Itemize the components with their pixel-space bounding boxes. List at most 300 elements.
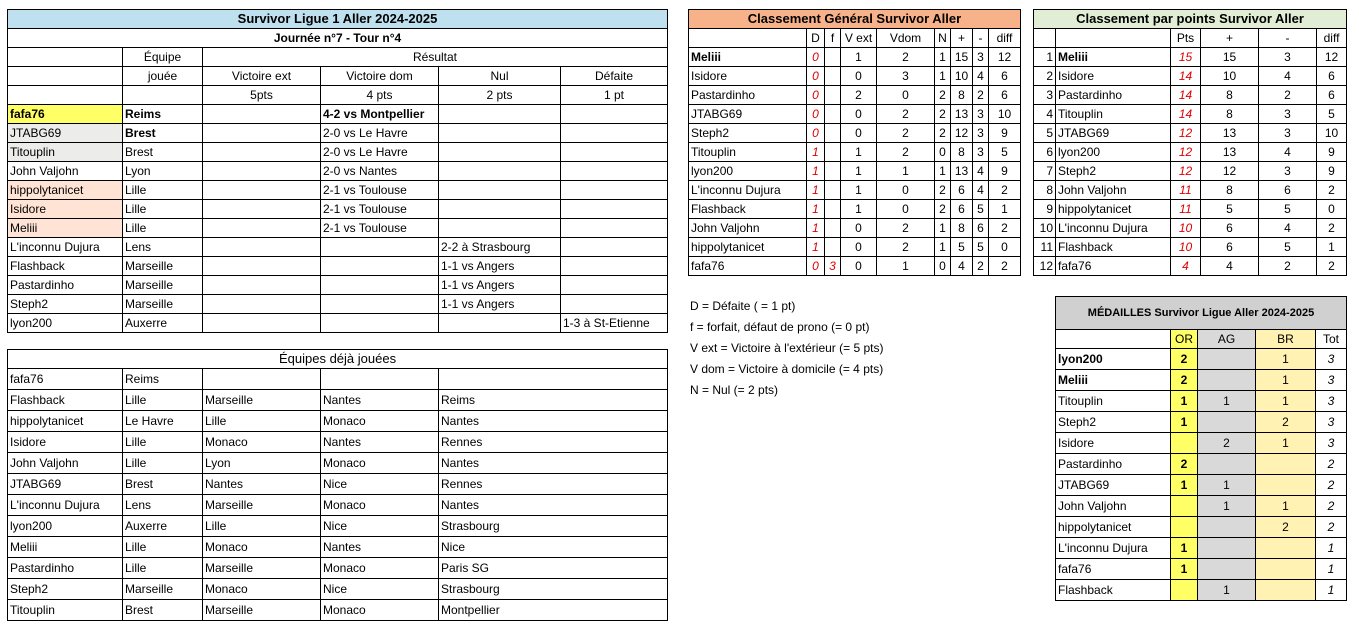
player-name: fafa76 [1056,257,1171,276]
medal-count [1198,517,1256,538]
table-row [689,200,1021,219]
stat-cell: 4 [1259,67,1317,86]
table-row [1056,496,1347,517]
medal-count [1256,580,1316,601]
team-played: Marseille [123,276,203,295]
stat-cell: 2 [877,105,935,124]
player-name: Isidore [1056,433,1171,454]
points-nul: 2 pts [439,86,561,105]
player-name: Pastardinho [1056,454,1171,475]
stat-cell: 2 [935,200,951,219]
table-row [689,181,1021,200]
rank: 3 [1034,86,1056,105]
player-name: hippolytanicet [8,181,123,200]
stat-cell: 0 [989,238,1021,257]
medal-count: 2 [1316,496,1347,517]
rank: 4 [1034,105,1056,124]
player-name: JTABG69 [1056,124,1171,143]
player-name: Flashback [8,390,123,411]
stat-cell [825,200,841,219]
stat-cell: 0 [841,105,877,124]
general-header: f [825,29,841,48]
points-title: Classement par points Survivor Aller [1034,10,1347,29]
stat-cell: 8 [951,86,973,105]
team-played: Nice [321,474,439,495]
rank: 11 [1034,238,1056,257]
player-name: Meliii [689,48,807,67]
table-row [1034,200,1347,219]
result-def [561,257,668,276]
team-played: Auxerre [123,314,203,333]
stat-cell: 5 [973,238,989,257]
stat-cell: 2 [935,86,951,105]
team-played: Nice [321,579,439,600]
stat-cell: 0 [841,238,877,257]
result-dom: 2-1 vs Toulouse [321,181,439,200]
stat-cell: 11 [1171,200,1201,219]
stat-cell: 0 [807,67,825,86]
player-name: Steph2 [8,579,123,600]
table-row [1056,559,1347,580]
medal-count: 2 [1171,370,1198,391]
player-name: Meliii [1056,48,1171,67]
result-nul [439,124,561,143]
player-name: fafa76 [1056,559,1171,580]
stat-cell: 2 [1259,86,1317,105]
team-played: Paris SG [439,558,668,579]
rank: 5 [1034,124,1056,143]
stat-cell: 2 [935,105,951,124]
team-played: Lille [123,390,203,411]
table-row [8,276,668,295]
medal-count [1256,559,1316,580]
player-name: lyon200 [8,314,123,333]
medal-count: 2 [1171,349,1198,370]
medal-count [1198,538,1256,559]
journee-label: Journée n°7 - Tour n°4 [8,29,668,48]
header-resultat: Résultat [203,48,668,67]
player-name: fafa76 [689,257,807,276]
table-row [8,257,668,276]
legend [690,296,884,401]
medal-count: 1 [1171,412,1198,433]
stat-cell: 0 [841,67,877,86]
stat-cell: 12 [1171,143,1201,162]
team-played: Brest [123,143,203,162]
table-row [1056,538,1347,559]
team-played: Reims [439,390,668,411]
rank: 1 [1034,48,1056,67]
medal-count: 1 [1171,538,1198,559]
result-def [561,200,668,219]
result-ext [203,257,321,276]
team-played [321,369,439,390]
player-name: Isidore [689,67,807,86]
table-row [1034,162,1347,181]
stat-cell: 1 [989,200,1021,219]
team-played: Monaco [203,579,321,600]
header-equipe: Équipe [123,48,203,67]
table-row [689,86,1021,105]
team-played: Lille [123,558,203,579]
player-name: Meliii [1056,370,1171,391]
team-played: Nantes [203,474,321,495]
stat-cell: 1 [935,238,951,257]
table-row [1034,105,1347,124]
result-def [561,143,668,162]
stat-cell: 4 [1171,257,1201,276]
player-name: Flashback [8,257,123,276]
player-name: Steph2 [689,124,807,143]
stat-cell: 4 [1259,143,1317,162]
table-row [689,105,1021,124]
stat-cell: 0 [807,105,825,124]
team-played: Monaco [203,537,321,558]
medal-count: 3 [1316,433,1347,454]
stat-cell: 2 [1317,181,1347,200]
medals-title: MÉDAILLES Survivor Ligue Aller 2024-2025 [1056,297,1347,330]
result-nul [439,181,561,200]
team-played: Monaco [321,600,439,621]
stat-cell: 12 [1171,162,1201,181]
stat-cell: 1 [935,219,951,238]
table-row [1034,143,1347,162]
stat-cell: 5 [1317,105,1347,124]
medal-count: 1 [1256,391,1316,412]
table-row [1056,349,1347,370]
team-played: Marseille [123,295,203,314]
stat-cell: 3 [1259,124,1317,143]
team-played: Marseille [203,495,321,516]
result-nul [439,143,561,162]
player-name: hippolytanicet [1056,200,1171,219]
stat-cell: 6 [989,67,1021,86]
table-row [1034,86,1347,105]
stat-cell: 3 [1259,48,1317,67]
result-nul [439,219,561,238]
player-name: JTABG69 [8,124,123,143]
classement-points-table [1033,9,1347,276]
stat-cell [825,105,841,124]
team-played: Lens [123,238,203,257]
team-played: Marseille [123,257,203,276]
result-dom: 2-1 vs Toulouse [321,219,439,238]
stat-cell: 8 [951,143,973,162]
medal-count [1171,496,1198,517]
classement-general-table [688,9,1021,276]
table-row [8,105,668,124]
stat-cell: 2 [1259,257,1317,276]
stat-cell: 1 [1317,238,1347,257]
result-def [561,181,668,200]
stat-cell: 1 [841,48,877,67]
stat-cell: 4 [1201,257,1259,276]
team-played: Lille [203,516,321,537]
team-played: Nantes [321,390,439,411]
result-ext [203,314,321,333]
table-row [8,181,668,200]
rank: 10 [1034,219,1056,238]
result-def [561,276,668,295]
rank: 7 [1034,162,1056,181]
stat-cell: 2 [1317,257,1347,276]
medal-count: 1 [1198,475,1256,496]
table-row [1034,124,1347,143]
table-row [8,219,668,238]
player-name: JTABG69 [1056,475,1171,496]
header-jouee: jouée [123,67,203,86]
medal-count: 2 [1171,454,1198,475]
team-played: Strasbourg [439,516,668,537]
stat-cell: 1 [877,162,935,181]
team-played: Lille [123,181,203,200]
stat-cell: 4 [973,162,989,181]
stat-cell: 0 [807,257,825,276]
stat-cell: 0 [807,124,825,143]
player-name: hippolytanicet [689,238,807,257]
result-ext [203,219,321,238]
general-header: + [951,29,973,48]
team-played: Nantes [321,432,439,453]
team-played: Monaco [321,411,439,432]
medal-count: 1 [1256,496,1316,517]
stat-cell: 1 [807,143,825,162]
rank: 8 [1034,181,1056,200]
medal-count: 1 [1256,349,1316,370]
result-nul [439,162,561,181]
table-row [689,257,1021,276]
stat-cell: 2 [989,257,1021,276]
medal-count [1198,559,1256,580]
table-row [8,238,668,257]
result-def [561,219,668,238]
result-ext [203,105,321,124]
team-played: Nantes [321,537,439,558]
stat-cell: 0 [841,257,877,276]
player-name: fafa76 [8,369,123,390]
result-dom [321,314,439,333]
stat-cell: 8 [1201,181,1259,200]
stat-cell: 10 [1171,219,1201,238]
table-row [8,162,668,181]
result-nul: 1-1 vs Angers [439,276,561,295]
team-played: Lens [123,495,203,516]
medal-count: 1 [1171,391,1198,412]
legend-item: V dom = Victoire à domicile (= 4 pts) [690,362,884,376]
table-row [8,390,668,411]
legend-item: D = Défaite ( = 1 pt) [690,299,796,313]
stat-cell: 2 [841,86,877,105]
team-played [203,369,321,390]
team-played: Lille [123,219,203,238]
legend-item: N = Nul (= 2 pts) [690,383,779,397]
team-played: Nantes [439,411,668,432]
stat-cell: 6 [1201,219,1259,238]
stat-cell [825,48,841,67]
team-played: Marseille [203,600,321,621]
team-played: Auxerre [123,516,203,537]
stat-cell [825,181,841,200]
stat-cell: 6 [1201,238,1259,257]
player-name: Titouplin [8,143,123,162]
stat-cell: 2 [935,181,951,200]
player-name: Meliii [8,219,123,238]
stat-cell: 13 [951,105,973,124]
table-row [8,124,668,143]
points-header: Pts [1171,29,1201,48]
team-played: Nantes [439,453,668,474]
header-defaite: Défaite [561,67,668,86]
stat-cell: 3 [1259,162,1317,181]
result-nul [439,314,561,333]
table-row [689,143,1021,162]
result-dom: 4-2 vs Montpellier [321,105,439,124]
general-header: N [935,29,951,48]
team-played: Marseille [203,558,321,579]
medal-count [1171,517,1198,538]
stat-cell: 0 [935,257,951,276]
medal-count [1256,538,1316,559]
table-row [1034,48,1347,67]
player-name: Titouplin [1056,391,1171,412]
stat-cell [825,86,841,105]
table-row [1056,475,1347,496]
stat-cell: 12 [951,124,973,143]
result-nul [439,200,561,219]
player-name: L'inconnu Dujura [8,495,123,516]
stat-cell: 3 [973,48,989,67]
player-name: Steph2 [8,295,123,314]
medal-count: 2 [1316,454,1347,475]
stat-cell: 11 [1171,181,1201,200]
stat-cell: 4 [951,257,973,276]
medal-count [1171,580,1198,601]
table-row [8,200,668,219]
medal-count: 1 [1171,475,1198,496]
stat-cell: 15 [951,48,973,67]
stat-cell: 2 [877,238,935,257]
result-ext [203,276,321,295]
stat-cell: 4 [973,181,989,200]
table-row [689,162,1021,181]
stat-cell [825,162,841,181]
medal-count: 1 [1171,559,1198,580]
result-ext [203,200,321,219]
team-played: Brest [123,124,203,143]
player-name: John Valjohn [689,219,807,238]
team-played: Monaco [321,453,439,474]
team-played: Monaco [321,495,439,516]
survivor-table [7,9,668,333]
points-def: 1 pt [561,86,668,105]
points-header: - [1259,29,1317,48]
stat-cell: 6 [951,181,973,200]
stat-cell: 5 [989,143,1021,162]
table-row [8,411,668,432]
stat-cell: 2 [877,124,935,143]
deja-title: Équipes déjà jouées [8,350,668,369]
stat-cell: 1 [807,181,825,200]
medal-count [1198,349,1256,370]
medal-count: 1 [1316,538,1347,559]
points-header: + [1201,29,1259,48]
general-header: Vdom [877,29,935,48]
team-played: Nice [321,516,439,537]
stat-cell: 12 [1171,124,1201,143]
result-dom [321,238,439,257]
medal-count: 3 [1316,349,1347,370]
stat-cell: 5 [973,200,989,219]
player-name: Isidore [1056,67,1171,86]
stat-cell: 10 [1171,238,1201,257]
general-header: diff [989,29,1021,48]
team-played: Lyon [203,453,321,474]
result-dom [321,276,439,295]
stat-cell: 2 [1317,219,1347,238]
table-row [8,516,668,537]
table-row [8,558,668,579]
stat-cell: 1 [841,162,877,181]
stat-cell: 3 [973,124,989,143]
team-played: Nice [439,537,668,558]
medal-count: 2 [1256,412,1316,433]
stat-cell: 10 [1317,124,1347,143]
table-row [8,600,668,621]
team-played: Reims [123,369,203,390]
table-row [1056,370,1347,391]
stat-cell: 0 [877,200,935,219]
player-name: Meliii [8,537,123,558]
player-name: JTABG69 [8,474,123,495]
stat-cell: 0 [877,181,935,200]
team-played: Lille [203,411,321,432]
stat-cell: 6 [1317,67,1347,86]
stat-cell: 0 [935,143,951,162]
stat-cell: 6 [1259,181,1317,200]
stat-cell: 10 [989,105,1021,124]
medal-count [1198,412,1256,433]
player-name: Steph2 [1056,162,1171,181]
table-row [1034,181,1347,200]
stat-cell: 2 [973,86,989,105]
stat-cell: 0 [841,124,877,143]
result-def [561,105,668,124]
medal-count [1198,454,1256,475]
general-header: - [973,29,989,48]
stat-cell: 13 [951,162,973,181]
legend-item: f = forfait, défaut de prono (= 0 pt) [690,320,870,334]
table-row [1056,580,1347,601]
team-played: Montpellier [439,600,668,621]
stat-cell: 14 [1171,105,1201,124]
player-name: Isidore [8,432,123,453]
result-ext [203,181,321,200]
medal-count: 1 [1198,391,1256,412]
header-nul: Nul [439,67,561,86]
team-played: Monaco [203,432,321,453]
player-name: Titouplin [689,143,807,162]
player-name: hippolytanicet [1056,517,1171,538]
points-header: diff [1317,29,1347,48]
table-row [8,453,668,474]
stat-cell: 2 [877,219,935,238]
medal-count: 3 [1316,412,1347,433]
legend-item: V ext = Victoire à l'extérieur (= 5 pts) [690,341,884,355]
stat-cell: 9 [989,162,1021,181]
stat-cell: 3 [1259,105,1317,124]
stat-cell: 15 [1171,48,1201,67]
points-ext: 5pts [203,86,321,105]
